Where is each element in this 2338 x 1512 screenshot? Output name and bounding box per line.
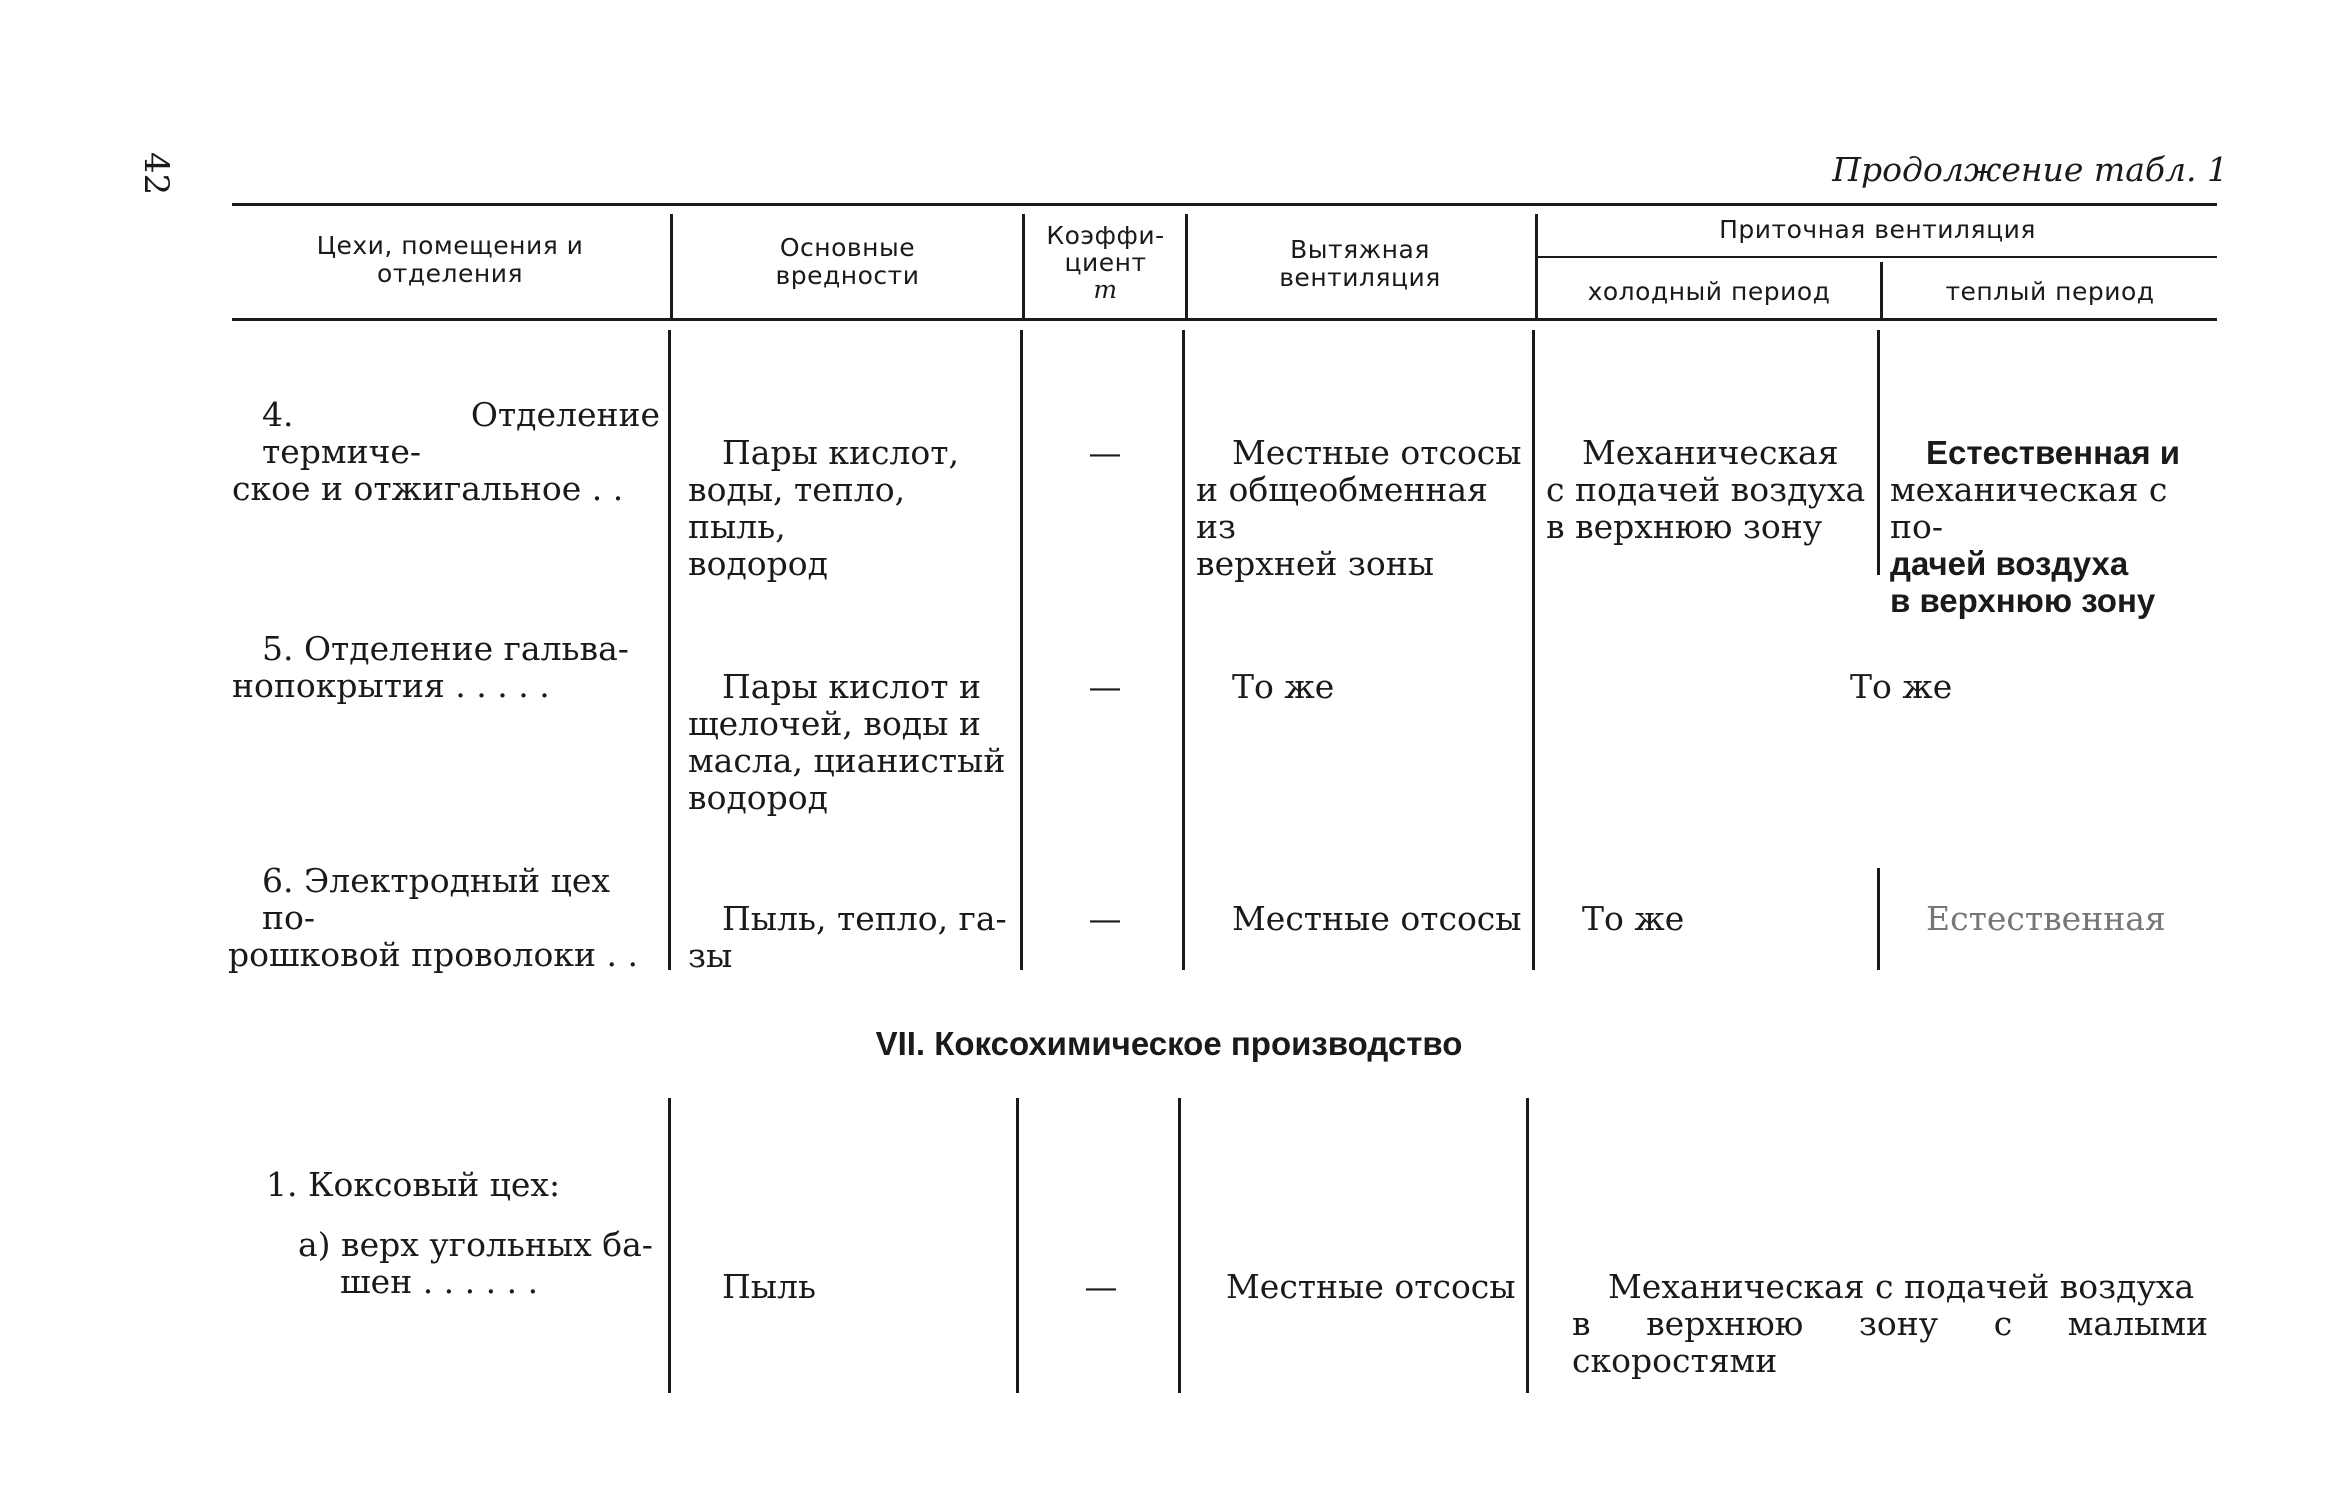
header-exhaust: Вытяжная вентиляция	[1279, 235, 1441, 292]
header-hazards: Основные вредности	[775, 233, 920, 290]
row4-cold: Механическая с подачей воздуха в верхнюю зону	[1546, 433, 1866, 546]
row4-hazards: Пары кислот, воды, тепло, пыль, водород	[688, 433, 960, 583]
header-divider	[1535, 214, 1538, 318]
header-divider	[1880, 262, 1883, 318]
coke-group-title: 1. Коксовый цех:	[266, 1165, 561, 1204]
row5-coefficient: —	[1088, 667, 1122, 706]
lower-divider	[1178, 1098, 1181, 1393]
body-divider	[668, 330, 671, 970]
header-workshops: Цехи, помещения и отделения	[316, 231, 584, 288]
warm-divider	[1877, 330, 1880, 575]
row6-exhaust: Местные отсосы	[1232, 899, 1522, 938]
table-header-bottom-rule	[232, 318, 2217, 321]
supply-group-rule	[1537, 256, 2217, 258]
header-divider	[670, 214, 673, 318]
warm-divider	[1877, 868, 1880, 970]
row6-coefficient: —	[1088, 899, 1122, 938]
coke-row-supply: Механическая с подачей воздуха в верхнюю зону с малыми скоростями	[1572, 1267, 2208, 1380]
header-warm-period: теплый период	[1945, 277, 2155, 306]
continuation-label: Продолжение табл. 1	[1832, 150, 2228, 189]
header-coefficient: Коэффи- циент m	[1046, 221, 1165, 304]
row5-hazards: Пары кислот и щелочей, воды и масла, цианистый водород	[688, 667, 1006, 817]
header-supply-group: Приточная вентиляция	[1719, 215, 2036, 244]
row4-warm: Естественная и механическая с по- дачей воздуха в верхнюю зону	[1890, 434, 2181, 619]
coke-row-exhaust: Местные отсосы	[1226, 1267, 1516, 1306]
header-divider	[1185, 214, 1188, 318]
table-top-rule	[232, 203, 2217, 206]
lower-divider	[668, 1098, 671, 1393]
row6-name: 6. Электродный цех по- рошковой проволоки . .	[228, 861, 638, 974]
coke-row-coefficient: —	[1084, 1267, 1118, 1306]
body-divider	[1182, 330, 1185, 970]
body-divider	[1020, 330, 1023, 970]
row4-coefficient: —	[1088, 433, 1122, 472]
body-divider	[1532, 330, 1535, 970]
row5-exhaust: То же	[1232, 667, 1335, 706]
page-number: 42	[136, 152, 176, 196]
header-divider	[1022, 214, 1025, 318]
coke-row-name: а) верх угольных ба- шен . . . . . .	[298, 1225, 653, 1301]
row5-supply: То же	[1850, 667, 1953, 706]
row6-cold: То же	[1582, 899, 1685, 938]
header-cold-period: холодный период	[1587, 277, 1831, 306]
row4-exhaust: Местные отсосы и общеобменная из верхней зоны	[1196, 433, 1522, 583]
row6-warm: Естественная	[1926, 899, 2166, 938]
lower-divider	[1526, 1098, 1529, 1393]
row5-name: 5. Отделение гальва- нопокрытия . . . . .	[232, 629, 629, 705]
section-title: VII. Коксохимическое производство	[875, 1025, 1463, 1062]
coke-row-hazards: Пыль	[722, 1267, 816, 1306]
row6-hazards: Пыль, тепло, га- зы	[688, 899, 1007, 975]
lower-divider	[1016, 1098, 1019, 1393]
row4-name: 4. Отделение термиче- ское и отжигальное . .	[232, 395, 660, 508]
